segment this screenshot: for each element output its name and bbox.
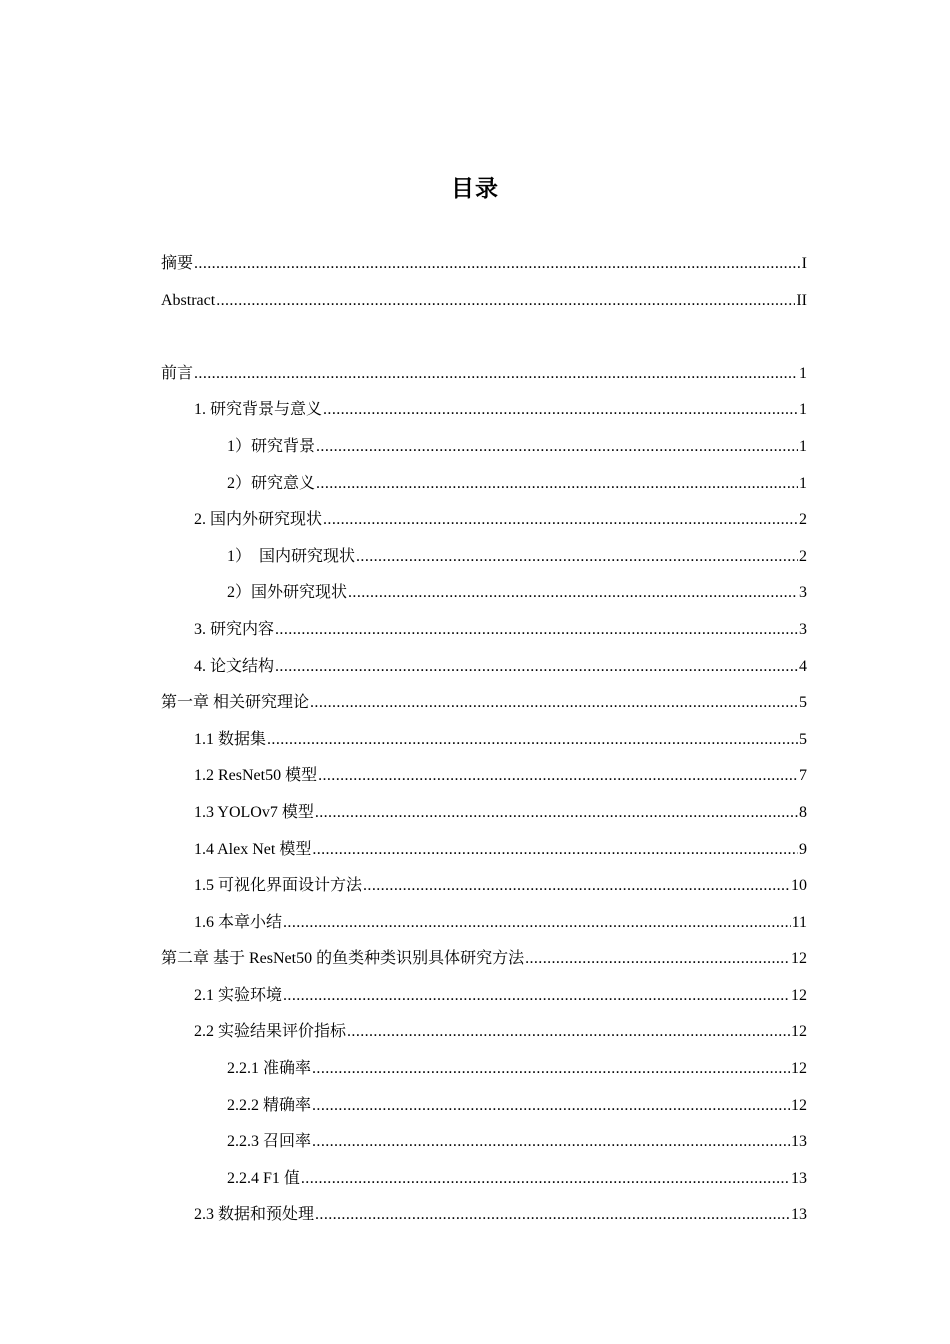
toc-entry[interactable] (161, 575, 807, 612)
toc-entry[interactable] (161, 868, 807, 905)
table-of-contents (161, 246, 807, 1234)
dot-leader (316, 429, 798, 466)
dot-leader (283, 905, 791, 942)
toc-entry-label: 2）研究意义 (227, 474, 316, 492)
toc-entry-page: 1 (799, 364, 807, 382)
dot-leader (525, 941, 790, 978)
toc-entry[interactable] (161, 539, 807, 576)
toc-entry-label: 2.2.1 准确率 (227, 1060, 312, 1078)
toc-entry[interactable] (161, 612, 807, 649)
dot-leader (267, 722, 798, 759)
dot-leader (323, 392, 798, 429)
dot-leader (310, 685, 798, 722)
dot-leader (315, 1197, 790, 1234)
dot-leader (301, 1161, 790, 1198)
toc-entry-page: 9 (799, 840, 807, 858)
toc-entry-abstract-en[interactable] (161, 283, 807, 320)
dot-leader (312, 832, 798, 869)
toc-entry-label: 2. 国内外研究现状 (194, 511, 323, 529)
toc-entry-page: 12 (791, 1096, 807, 1114)
toc-entry[interactable] (161, 832, 807, 869)
dot-leader (275, 612, 798, 649)
toc-entry[interactable] (161, 1197, 807, 1234)
toc-entry-page: 12 (791, 950, 807, 968)
toc-entry-page: 13 (791, 1206, 807, 1224)
toc-entry-label: 第一章 相关研究理论 (161, 694, 310, 712)
toc-entry[interactable] (161, 502, 807, 539)
toc-entry-label: Abstract (161, 291, 216, 309)
toc-entry[interactable] (161, 905, 807, 942)
dot-leader (356, 539, 798, 576)
toc-entry-label: 1.6 本章小结 (194, 913, 283, 931)
toc-entry[interactable] (161, 1051, 807, 1088)
toc-entry-label: 摘要 (161, 255, 194, 272)
toc-entry[interactable] (161, 758, 807, 795)
toc-entry[interactable] (161, 429, 807, 466)
toc-entry-label: 4. 论文结构 (194, 657, 275, 675)
toc-spacer (161, 319, 807, 356)
toc-entry-label: 1.3 YOLOv7 模型 (194, 803, 314, 821)
toc-entry-label: 1） 国内研究现状 (227, 547, 356, 565)
toc-entry-page: 5 (799, 694, 807, 712)
toc-entry-page: 7 (799, 767, 807, 785)
toc-entry-page: II (796, 291, 807, 309)
toc-entry-page: 8 (799, 803, 807, 821)
toc-entry[interactable] (161, 722, 807, 759)
dot-leader (347, 1014, 790, 1051)
dot-leader (312, 1124, 790, 1161)
toc-entry-page: 12 (791, 1023, 807, 1041)
toc-entry-abstract-cn[interactable] (161, 246, 807, 283)
toc-entry-chapter-1[interactable] (161, 685, 807, 722)
dot-leader (275, 649, 798, 686)
dot-leader (283, 978, 790, 1015)
dot-leader (194, 356, 798, 393)
dot-leader (363, 868, 790, 905)
toc-entry-page: 4 (799, 657, 807, 675)
toc-entry-page: 12 (791, 1060, 807, 1078)
toc-entry-label: 2.1 实验环境 (194, 986, 283, 1004)
dot-leader (323, 502, 798, 539)
toc-entry[interactable] (161, 1161, 807, 1198)
toc-entry[interactable] (161, 392, 807, 429)
toc-entry-label: 1. 研究背景与意义 (194, 401, 323, 419)
dot-leader (348, 575, 798, 612)
toc-entry-label: 2.2 实验结果评价指标 (194, 1023, 347, 1041)
toc-entry-page: 3 (799, 584, 807, 602)
dot-leader (216, 283, 795, 320)
toc-entry-label: 1.4 Alex Net 模型 (194, 840, 312, 858)
toc-entry-page: 2 (799, 511, 807, 529)
dot-leader (318, 758, 798, 795)
dot-leader (316, 466, 798, 503)
dot-leader (315, 795, 798, 832)
toc-entry-page: 11 (791, 913, 807, 931)
toc-entry-chapter-2[interactable] (161, 941, 807, 978)
toc-entry-label: 第二章 基于 ResNet50 的鱼类种类识别具体研究方法 (161, 950, 525, 968)
toc-entry[interactable] (161, 466, 807, 503)
toc-entry-preface[interactable] (161, 356, 807, 393)
toc-entry[interactable] (161, 1088, 807, 1125)
toc-entry-label: 1.2 ResNet50 模型 (194, 767, 318, 785)
toc-entry-label: 1.1 数据集 (194, 730, 267, 748)
toc-entry[interactable] (161, 978, 807, 1015)
dot-leader (194, 246, 801, 283)
toc-entry-label: 2.2.4 F1 值 (227, 1169, 300, 1187)
toc-entry-page: 5 (799, 730, 807, 748)
toc-entry-page: 12 (791, 986, 807, 1004)
toc-entry-label: 2.3 数据和预处理 (194, 1206, 315, 1224)
toc-entry-page: I (801, 255, 807, 272)
toc-entry-label: 3. 研究内容 (194, 620, 275, 638)
toc-entry-label: 2.2.2 精确率 (227, 1096, 312, 1114)
toc-entry-label: 1.5 可视化界面设计方法 (194, 877, 363, 895)
dot-leader (312, 1088, 790, 1125)
toc-entry-label: 2）国外研究现状 (227, 584, 348, 602)
toc-entry-label: 1）研究背景 (227, 437, 316, 455)
toc-entry-page: 1 (799, 437, 807, 455)
toc-entry[interactable] (161, 795, 807, 832)
toc-entry[interactable] (161, 1124, 807, 1161)
toc-entry-page: 10 (791, 877, 807, 895)
toc-title: 目录 (451, 176, 499, 202)
toc-entry-label: 前言 (161, 364, 194, 382)
toc-entry-page: 1 (799, 401, 807, 419)
toc-entry-page: 13 (791, 1169, 807, 1187)
toc-entry[interactable] (161, 649, 807, 686)
dot-leader (312, 1051, 790, 1088)
toc-entry-label: 2.2.3 召回率 (227, 1133, 312, 1151)
toc-entry-page: 2 (799, 547, 807, 565)
toc-entry-page: 1 (799, 474, 807, 492)
toc-entry-page: 13 (791, 1133, 807, 1151)
toc-entry-page: 3 (799, 620, 807, 638)
toc-entry[interactable] (161, 1014, 807, 1051)
